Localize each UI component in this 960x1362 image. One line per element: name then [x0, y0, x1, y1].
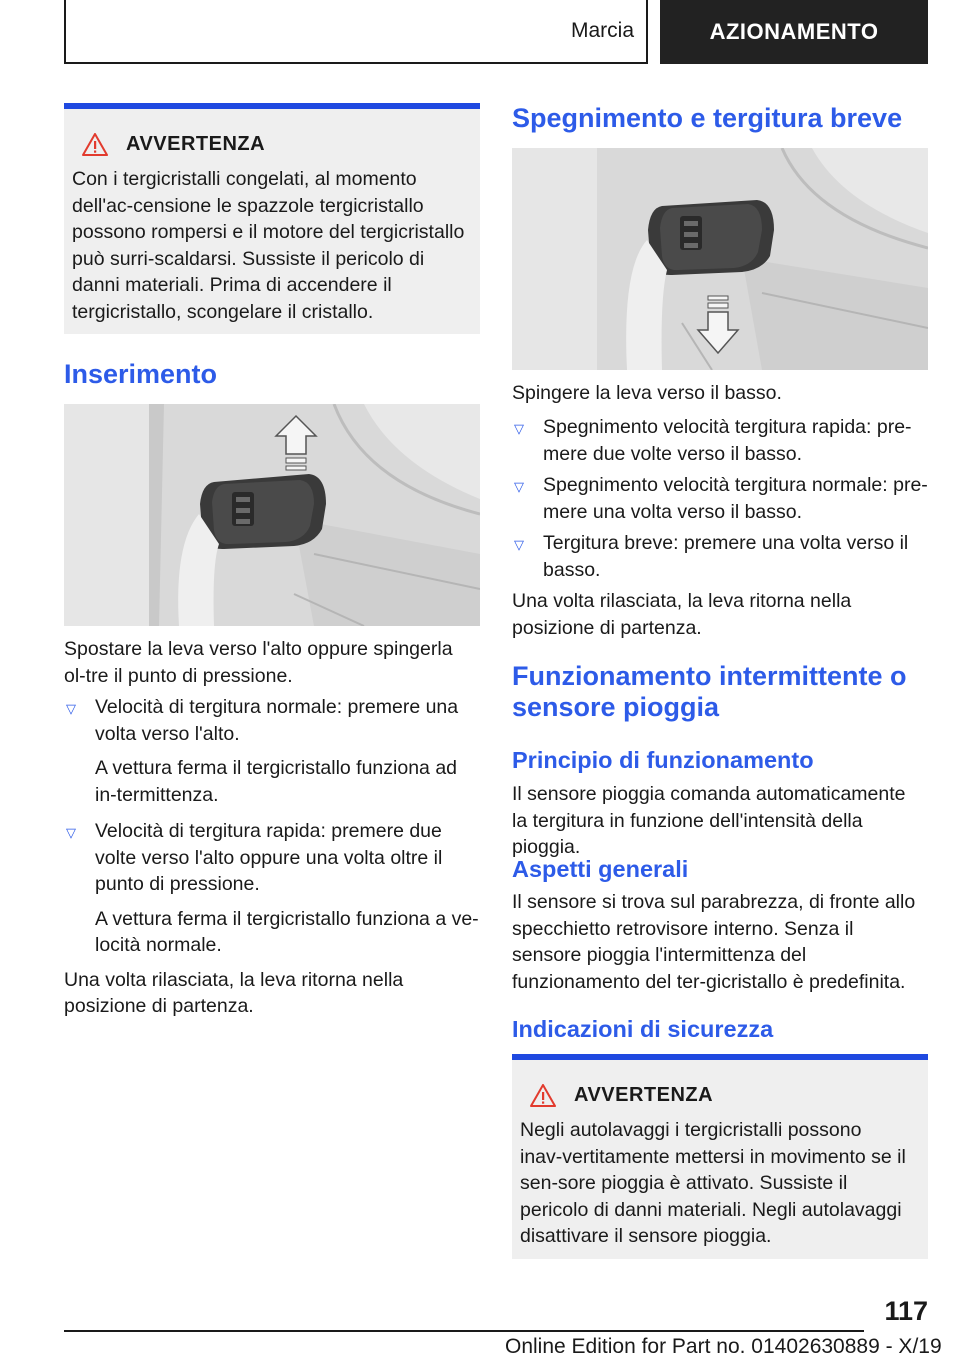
list-item — [64, 818, 480, 959]
tab-section[interactable] — [64, 0, 648, 64]
principio-text: Il sensore pioggia comanda automaticamente la tergitura in funzione dell'intensità della pioggia. — [512, 783, 906, 858]
bullet-note: A vettura ferma il tergicristallo funziona a ve-locità normale. — [95, 907, 479, 956]
inserimento-outro: Una volta rilasciata, la leva ritorna nella posizione di partenza. — [64, 968, 404, 1017]
bullet-text: Spegnimento velocità tergitura rapida: pre-mere due volte verso il basso. — [543, 416, 912, 465]
section-heading-inserimento: Inserimento — [64, 359, 218, 389]
warning-title-text: AVVERTENZA — [574, 1084, 714, 1106]
lever-up-illustration — [64, 404, 480, 626]
warning-title — [72, 133, 472, 156]
tab-chapter-label: AZIONAMENTO — [709, 19, 879, 44]
tab-chapter[interactable] — [660, 0, 928, 64]
spegnimento-outro: Una volta rilasciata, la leva ritorna nella posizione di partenza. — [512, 590, 852, 639]
subheading-principio: Principio di funzionamento — [512, 747, 814, 773]
spegnimento-list — [512, 414, 928, 641]
spegnimento-intro: Spingere la leva verso il basso. — [512, 382, 782, 404]
list-item — [512, 472, 928, 525]
edition-note: Online Edition for Part no. 01402630889 - X/19 — [505, 1335, 942, 1358]
inserimento-intro: Spostare la leva verso l'alto oppure spingerla ol-tre il punto di pressione. — [64, 638, 453, 687]
tab-section-label: Marcia — [570, 19, 634, 42]
footer-divider — [64, 1330, 864, 1332]
list-item — [64, 694, 480, 808]
triangle-bullet-icon: ▽ — [514, 479, 524, 494]
triangle-bullet-icon: ▽ — [514, 537, 524, 552]
bullet-text: Velocità di tergitura normale: premere una volta verso l'alto. — [95, 696, 459, 745]
header-tabs — [64, 0, 928, 66]
triangle-bullet-icon: ▽ — [66, 701, 76, 716]
warning-title — [520, 1084, 920, 1107]
aspetti-text: Il sensore si trova sul parabrezza, di fronte allo specchietto retrovisore interno. Senza il sensore pioggia l'intermittenza del funzionamento del ter-gicristallo è predefinita. — [512, 891, 916, 993]
triangle-bullet-icon: ▽ — [514, 421, 524, 436]
section-heading-spegnimento: Spegnimento e tergitura breve — [512, 103, 903, 133]
bullet-note: A vettura ferma il tergicristallo funziona ad in-termittenza. — [95, 757, 458, 806]
bullet-text: Velocità di tergitura rapida: premere due volte verso l'alto oppure una volta oltre il punto di pressione. — [95, 820, 443, 895]
triangle-bullet-icon: ▽ — [66, 825, 76, 840]
warning-triangle-icon — [82, 133, 108, 156]
warning-text: Negli autolavaggi i tergicristalli possono inav-vertitamente mettersi in movimento se il sen-sore pioggia è attivato. Sussiste il pericolo di danni materiali. Negli autolavaggi disattivare il sensore pioggia. — [520, 1119, 906, 1247]
warning-box — [512, 1054, 928, 1259]
list-item — [512, 414, 928, 467]
lever-down-illustration — [512, 148, 928, 370]
subheading-aspetti: Aspetti generali — [512, 856, 689, 882]
page-number: 117 — [884, 1296, 928, 1326]
bullet-text: Tergitura breve: premere una volta verso il basso. — [543, 532, 909, 581]
subheading-sicurezza: Indicazioni di sicurezza — [512, 1016, 774, 1042]
bullet-text: Spegnimento velocità tergitura normale: pre-mere una volta verso il basso. — [543, 474, 928, 523]
warning-text: Con i tergicristalli congelati, al momento dell'ac-censione le spazzole tergicristallo possono rompersi e il motore del tergicristallo può surri-scaldarsi. Sussiste il pericolo di danni materiali. Prima di accendere il tergicristallo, scongelare il cristallo. — [72, 168, 465, 323]
warning-title-text: AVVERTENZA — [126, 133, 266, 155]
section-heading-funzionamento: Funzionamento intermittente o sensore pioggia — [512, 661, 907, 722]
list-item — [512, 530, 928, 583]
warning-triangle-icon — [530, 1084, 556, 1107]
warning-box — [64, 103, 480, 334]
inserimento-list — [64, 694, 480, 1020]
